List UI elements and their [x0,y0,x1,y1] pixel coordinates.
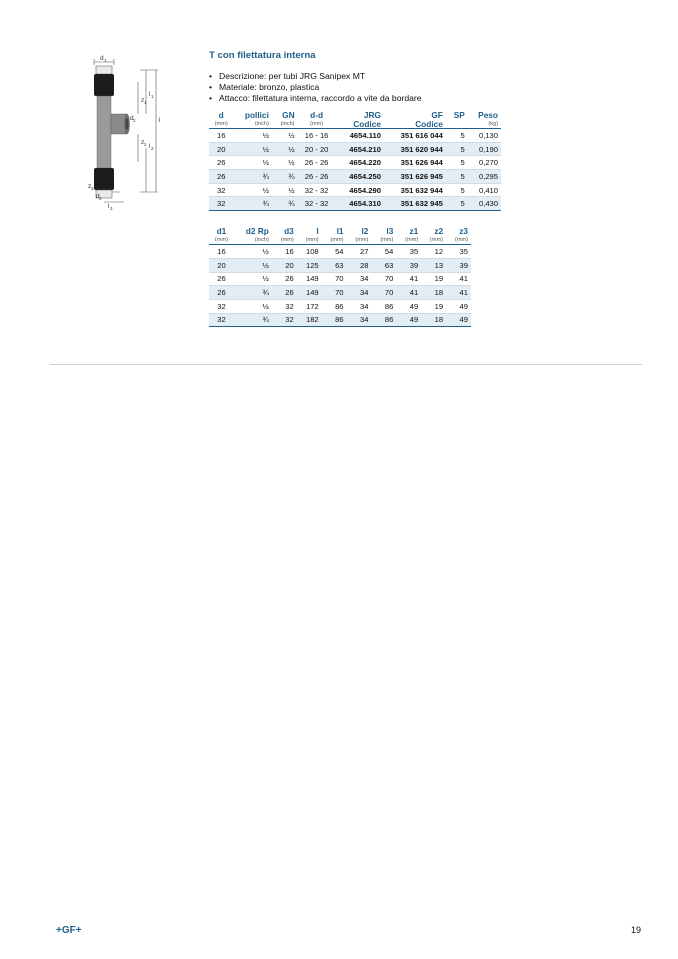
connection-item: • Attacco: filettatura interna, raccordo a vite da bordare [209,93,509,104]
table-cell: 49 [446,313,471,327]
table-cell: 4654.290 [336,183,384,197]
table-cell: 49 [396,299,421,313]
table-cell: 86 [371,299,396,313]
col-header: d [218,110,224,120]
table-cell: 54 [371,245,396,259]
col-unit: (mm) [421,236,446,245]
table-cell: 4654.220 [336,156,384,170]
col-unit: (mm) [396,236,421,245]
table-cell: 0,190 [468,142,501,156]
table-cell: 35 [446,245,471,259]
table-cell: 41 [396,286,421,300]
dim-sub: 2 [133,118,136,123]
dim-label: z [141,97,145,104]
dim-sub: 1 [144,100,147,105]
dim-label: d [100,55,104,62]
table-cell: 32 [272,313,297,327]
gf-logo: +GF+ [56,925,82,936]
col-unit: (mm) [209,236,234,245]
table-cell: 20 [272,258,297,272]
table-cell: 5 [446,197,468,211]
col-header: GF [431,110,443,120]
table-cell: 18 [421,286,446,300]
table-row [209,183,501,197]
dim-label: d [96,193,100,200]
col-unit: (mm) [446,236,471,245]
table-cell: 86 [371,313,396,327]
table-cell: 34 [347,313,372,327]
col-header: l2 [361,226,369,237]
table-cell: 70 [322,272,347,286]
table-cell: 5 [446,183,468,197]
col-header: d-d [310,110,324,120]
table-cell: ½ [233,129,271,143]
table-cell: ¾ [272,170,298,184]
table-cell: ¾ [234,286,272,300]
table-cell: 16 [209,245,234,259]
table-cell: 26 [209,156,233,170]
material-item: • Materiale: bronzo, plastica [209,82,509,93]
table-cell: 26 [209,170,233,184]
table-cell: 26 - 26 [298,156,336,170]
table-cell: 4654.310 [336,197,384,211]
dim-sub: 1 [151,94,154,99]
table-cell: 351 626 945 [384,170,446,184]
table-cell: 20 [209,258,234,272]
col-header: GN [282,110,295,120]
table-cell: 20 [209,142,233,156]
col-unit: (mm) [209,120,233,129]
table-cell: 125 [297,258,322,272]
table-row [209,299,471,313]
table-cell: 16 - 16 [298,129,336,143]
table-cell: 32 [209,313,234,327]
table-cell: 351 632 945 [384,197,446,211]
table-cell: ¾ [233,197,271,211]
table-cell: 16 [272,245,297,259]
table-cell: ½ [234,272,272,286]
col-header: l3 [386,226,394,237]
col-unit: (mm) [322,236,347,245]
table-cell: 5 [446,142,468,156]
table-cell: 32 [209,183,233,197]
table-cell: 18 [421,313,446,327]
dim-label: l [159,117,161,124]
table-cell: 13 [421,258,446,272]
table-cell: 149 [297,272,322,286]
table-cell: ½ [233,183,271,197]
dim-sub: 2 [144,142,147,147]
dim-sub: 3 [91,186,94,191]
table-cell: 4654.210 [336,142,384,156]
tee-fitting-drawing [80,52,180,212]
table-cell: 26 - 26 [298,170,336,184]
col-header: d2 Rp [245,226,269,237]
col-unit: (kg) [468,120,501,129]
table-cell: 63 [371,258,396,272]
table-cell: 32 [209,197,233,211]
table-cell: 4654.110 [336,129,384,143]
table-cell: 34 [347,272,372,286]
table-cell: 86 [322,313,347,327]
table-cell: 4654.250 [336,170,384,184]
col-header: Peso [478,110,498,120]
col-unit: Codice [336,120,384,129]
col-header: z1 [409,226,419,237]
table-cell: 28 [347,258,372,272]
col-unit [446,120,468,129]
table-cell: 26 [272,286,297,300]
table-cell: 70 [322,286,347,300]
col-unit: (mm) [272,236,297,245]
col-header: d3 [284,226,294,237]
table-cell: 32 - 32 [298,183,336,197]
dim-sub: 2 [151,146,154,151]
table-cell: ¾ [233,170,271,184]
col-unit: (mm) [298,120,336,129]
dim-label: d [130,115,134,122]
table-cell: 16 [209,129,233,143]
dim-sub: 1 [104,58,107,63]
table-row [209,258,471,272]
table-cell: ½ [272,142,298,156]
table-cell: 149 [297,286,322,300]
table-cell: 32 - 32 [298,197,336,211]
table-cell: 41 [446,286,471,300]
table-cell: 39 [396,258,421,272]
dim-sub: 3 [99,196,102,201]
table-cell: 351 632 944 [384,183,446,197]
dimension-table [209,226,471,327]
col-unit: (mm) [297,236,322,245]
table-cell: ½ [234,245,272,259]
table-cell: 49 [446,299,471,313]
description-list [209,71,509,104]
table-cell: 32 [209,299,234,313]
table-cell: 172 [297,299,322,313]
col-header: d1 [216,226,227,237]
table-cell: ½ [272,156,298,170]
table-cell: 19 [421,299,446,313]
table-cell: ¾ [272,197,298,211]
table-row [209,142,501,156]
table-cell: ½ [272,129,298,143]
table-cell: 26 [272,272,297,286]
table-cell: 12 [421,245,446,259]
table-row [209,313,471,327]
col-header: z3 [459,226,468,237]
table-cell: 34 [347,299,372,313]
dim-label: z [141,139,145,146]
table-cell: 34 [347,286,372,300]
table-cell: 35 [396,245,421,259]
table-cell: 0,410 [468,183,501,197]
table-cell: 351 620 944 [384,142,446,156]
col-header: l [316,226,319,237]
dim-label: z [88,183,92,190]
table-cell: 5 [446,170,468,184]
table-cell: 0,270 [468,156,501,170]
table-cell: 39 [446,258,471,272]
table-cell: 0,430 [468,197,501,211]
table-cell: 0,295 [468,170,501,184]
table-cell: 63 [322,258,347,272]
article-table [209,110,501,211]
table-cell: 70 [371,286,396,300]
table-cell: 182 [297,313,322,327]
table-cell: ½ [233,142,271,156]
table-cell: 351 626 944 [384,156,446,170]
table-row [209,170,501,184]
table-cell: ½ [233,156,271,170]
table-cell: 5 [446,156,468,170]
col-header: JRG [363,110,381,120]
table-cell: 26 [209,286,234,300]
table-cell: ½ [234,299,272,313]
table-cell: 54 [322,245,347,259]
section-divider [50,364,642,365]
dim-sub: 3 [110,206,113,211]
table-cell: 26 [209,272,234,286]
table-cell: 41 [446,272,471,286]
col-unit: (inch) [272,120,298,129]
table-row [209,245,471,259]
col-header: z2 [434,226,444,237]
page-number: 19 [631,925,642,935]
section-title: T con filettatura interna [209,50,316,61]
col-header: SP [453,110,465,120]
dim-label: l [108,203,110,210]
table-row [209,286,471,300]
table-row [209,197,501,211]
table-cell: 86 [322,299,347,313]
table-cell: ¾ [234,313,272,327]
table-row [209,129,501,143]
col-header: l1 [336,226,344,237]
table-cell: 41 [396,272,421,286]
description-item: • Descrizione: per tubi JRG Sanipex MT [209,71,509,82]
col-unit: (inch) [233,120,271,129]
table-cell: 19 [421,272,446,286]
col-unit: (mm) [347,236,372,245]
col-unit: (mm) [371,236,396,245]
table-cell: 32 [272,299,297,313]
product-section [209,50,509,327]
table-cell: 5 [446,129,468,143]
table-cell: 0,130 [468,129,501,143]
table-row [209,272,471,286]
col-unit: (inch) [234,236,272,245]
col-unit: Codice [384,120,446,129]
col-header: pollici [244,110,269,120]
table-row [209,156,501,170]
dim-label: l [149,143,151,150]
table-cell: 70 [371,272,396,286]
dim-label: l [149,91,151,98]
table-cell: 351 616 044 [384,129,446,143]
table-cell: ½ [234,258,272,272]
table-cell: 108 [297,245,322,259]
table-cell: 49 [396,313,421,327]
table-cell: 27 [347,245,372,259]
table-cell: ½ [272,183,298,197]
table-cell: 20 - 20 [298,142,336,156]
